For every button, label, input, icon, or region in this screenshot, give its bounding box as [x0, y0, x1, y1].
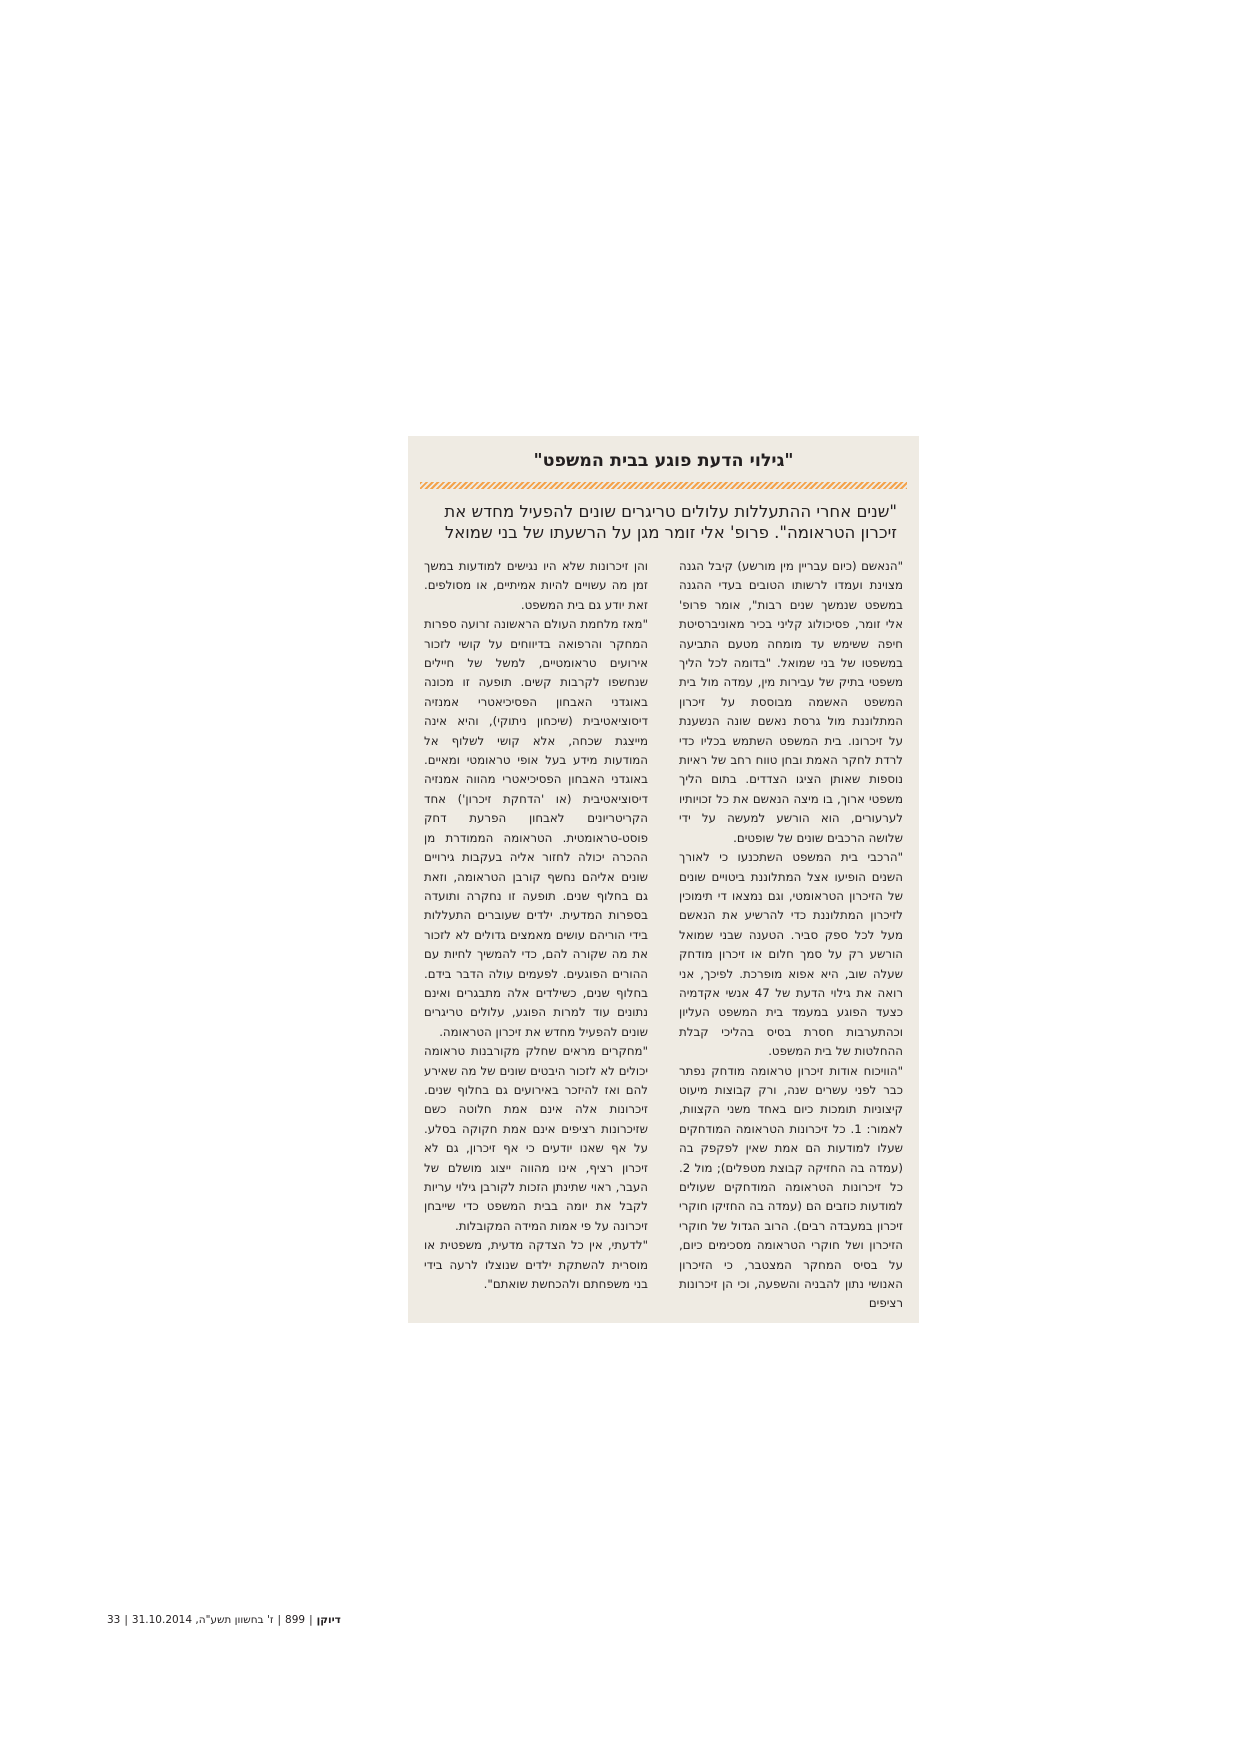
paragraph: "הנאשם (כיום עבריין מין מורשע) קיבל הגנה מצוינת ועמדו לרשותו הטובים בעדי ההגנה במשפט שנמשך שנים רבות", אומר פרופ' אלי זומר, פסיכולוג קליני בכיר מאוניברסיטת חיפה ששימש עד מומחה מטעם התביעה במשפטו של בני שמואל. "בדומה לכל הליך משפטי בתיק של עבירות מין, עמדה מול בית המשפט האשמה מבוססת על זיכרון המתלוננת מול גרסת נאשם שונה הנשענת על זיכרונו. בית המשפט השתמש בכליו כדי לרדת לחקר האמת ובחן טווח רחב של ראיות נוספות שאותן הציגו הצדדים. בתום הליך משפטי ארוך, בו מיצה הנאשם את כל זכויותיו לערעורים, הוא הורשע למעשה על ידי שלושה הרכבים שונים של שופטים. — [679, 559, 903, 845]
decorative-stripe — [420, 482, 907, 489]
footer-hebrew-date: ז' בחשוון תשע"ה, — [195, 1614, 274, 1626]
sidebar-article-box — [408, 436, 919, 1323]
magazine-name: דיוקן — [316, 1614, 341, 1626]
article-subtitle — [420, 501, 897, 543]
divider: | — [124, 1614, 128, 1626]
paragraph: והן זיכרונות שלא היו נגישים למודעות במשך זמן מה עשויים להיות אמיתיים, או מסולפים. זאת יודע גם בית המשפט. — [424, 559, 648, 612]
article-columns — [424, 557, 903, 1314]
paragraph: "לדעתי, אין כל הצדקה מדעית, משפטית או מוסרית להשתקת ילדים שנוצלו לרעה בידי בני משפחתם ולהכחשת שואתם". — [424, 1238, 648, 1292]
issue-number: 899 — [285, 1614, 306, 1626]
paragraph: "הרכבי בית המשפט השתכנעו כי לאורך השנים הופיעו אצל המתלוננת ביטויים שונים של הזיכרון הטראומטי, וגם נמצאו די תימוכין לזיכרון המתלוננת כדי להרשיע את הנאשם מעל לכל ספק סביר. הטענה שבני שמואל הורשע רק על סמך חלום או זיכרון מודחק שעלה שוב, היא אפוא מופרכת. לפיכך, אני רואה את גילוי הדעת של 47 אנשי אקדמיה כצעד הפוגע במעמד בית המשפט העליון וכהתערבות חסרת בסיס בהליכי קבלת ההחלטות של בית המשפט. — [679, 850, 903, 1059]
paragraph: "מחקרים מראים שחלק מקורבנות טראומה יכולים לא לזכור היבטים שונים של מה שאירע להם ואז להיזכר באירועים גם בחלוף שנים. זיכרונות אלה אינם אמת חלוטה כשם שזיכרונות רציפים אינם אמת חקוקה בסלע. על אף שאנו יודעים כי אף זיכרון, גם לא זיכרון רציף, אינו מהווה ייצוג מושלם של העבר, ראוי שתינתן הזכות לקורבן גילוי עריות לקבל את יומה בבית המשפט כדי שייבחן זיכרונה על פי אמות המידה המקובלות. — [424, 1044, 648, 1233]
divider: | — [309, 1614, 313, 1626]
subtitle-line-2: זיכרון הטראומה". פרופ' אלי זומר מגן על הרשעתו של בני שמואל — [444, 523, 897, 542]
article-title: "גילוי הדעת פוגע בבית המשפט" — [533, 451, 794, 471]
page-number: 33 — [107, 1614, 121, 1626]
right-column — [679, 557, 903, 1314]
page-footer — [107, 1614, 341, 1626]
footer-date: 31.10.2014 — [131, 1614, 193, 1626]
paragraph: "מאז מלחמת העולם הראשונה זרועה ספרות המחקר והרפואה בדיווחים על קושי לזכור אירועים טראומטיים, למשל של חיילים שנחשפו לקרבות קשים. תופעה זו מכונה באוגדני האבחון הפסיכיאטרי אמנזיה דיסוציאטיבית (שיכחון ניתוקי), והיא אינה מייצגת שכחה, אלא קושי לשלוף אל המודעות מידע בעל אופי טראומטי ומאיים. באוגדני האבחון הפסיכיאטרי מהווה אמנזיה דיסוציאטיבית (או 'הדחקת זיכרון') אחד הקריטריונים לאבחון הפרעת דחק פוסט-טראומטית. הטראומה הממודרת מן ההכרה יכולה לחזור אליה בעקבות גירויים שונים אליהם נחשף קורבן הטראומה, וזאת גם בחלוף שנים. תופעה זו נחקרה ותועדה בספרות המדעית. ילדים שעוברים התעללות בידי הוריהם עושים מאמצים גדולים לא לזכור את מה שקורה להם, כדי להמשיך לחיות עם ההורים הפוגעים. לפעמים עולה הדבר בידם. בחלוף שנים, כשילדים אלה מתבגרים ואינם נתונים עוד למרות הפוגע, עלולים טריגרים שונים להפעיל מחדש את זיכרון הטראומה. — [424, 617, 648, 1039]
paragraph: "הוויכוח אודות זיכרון טראומה מודחק נפתר כבר לפני עשרים שנה, ורק קבוצות מיעוט קיצוניות תומכות כיום באחד משני הקצוות, לאמור: 1. כל זיכרונות הטראומה המודחקים שעלו למודעות הם אמת שאין לפקפק בה (עמדה בה החזיקה קבוצת מטפלים); מול 2. כל זיכרונות הטראומה המודחקים שעולים למודעות כוזבים הם (עמדה בה החזיקו חוקרי זיכרון במעבדה רבים). הרוב הגדול של חוקרי הזיכרון ושל חוקרי הטראומה מסכימים כיום, על בסיס המחקר המצטבר, כי הזיכרון האנושי נתון להבניה והשפעה, וכי הן זיכרונות רציפים — [679, 1063, 903, 1311]
divider: | — [277, 1614, 282, 1626]
left-column — [424, 557, 648, 1314]
subtitle-line-1: "שנים אחרי ההתעללות עלולים טריגרים שונים להפעיל מחדש את — [444, 502, 897, 521]
